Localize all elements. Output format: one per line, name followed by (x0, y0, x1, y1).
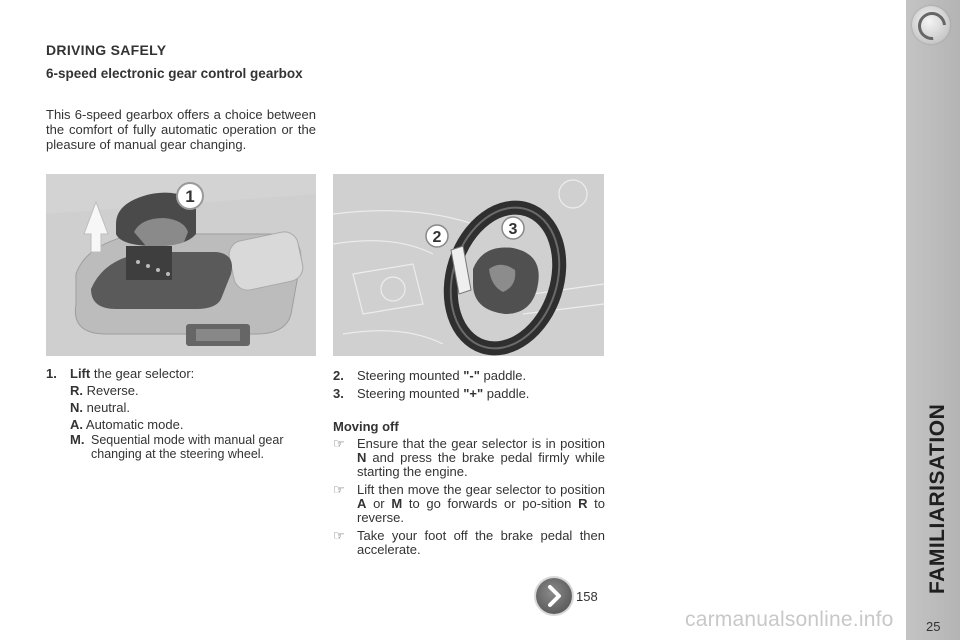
reference-page-number: 158 (576, 589, 598, 604)
chevron-right-icon (536, 578, 572, 614)
list-item: M. Sequential mode with manual gear changing at the steering wheel. (70, 432, 284, 461)
gear-selector-illustration (46, 174, 316, 356)
list-item: R. Reverse. (70, 383, 139, 398)
list-item: 3. Steering mounted "+" paddle. (333, 386, 530, 401)
list-item: N. neutral. (70, 400, 130, 415)
figure-label-2: 2 (432, 229, 442, 246)
page-number: 25 (926, 619, 941, 634)
pointing-hand-icon: ☞ (333, 482, 345, 497)
figure-label-3: 3 (508, 221, 518, 238)
list-item: 2. Steering mounted "-" paddle. (333, 368, 527, 383)
list-item: 1. Lift the gear selector: (46, 366, 195, 381)
list-item: ☞ Take your foot off the brake pedal then accelerate. (333, 528, 605, 557)
section-title: DRIVING SAFELY (46, 42, 167, 58)
steering-wheel-illustration (333, 174, 604, 356)
gear-positions-list (46, 365, 326, 461)
chapter-label: FAMILIARISATION (926, 403, 949, 594)
list-item: A. Automatic mode. (70, 417, 184, 432)
list-item: ☞ Lift then move the gear selector to position A or M to go forwards or po-sition R to reverse. (333, 482, 605, 525)
pointing-hand-icon: ☞ (333, 436, 345, 451)
chapter-icon (912, 6, 950, 44)
section-subtitle: 6-speed electronic gear control gearbox (46, 66, 303, 81)
steering-wheel-figure (333, 174, 604, 356)
page-reference-button[interactable] (536, 578, 572, 614)
intro-paragraph: This 6-speed gearbox offers a choice between the comfort of fully automatic operation or the pleasure of manual gear changing. (46, 107, 316, 152)
figure-label-1: 1 (185, 187, 195, 206)
list-item: ☞ Ensure that the gear selector is in position N and press the brake pedal firmly while starting the engine. (333, 436, 605, 479)
moving-off-heading: Moving off (333, 419, 399, 434)
pointing-hand-icon: ☞ (333, 528, 345, 543)
paddles-and-moving-off (333, 367, 605, 561)
gear-selector-figure (46, 174, 316, 356)
watermark: carmanualsonline.info (685, 608, 894, 631)
